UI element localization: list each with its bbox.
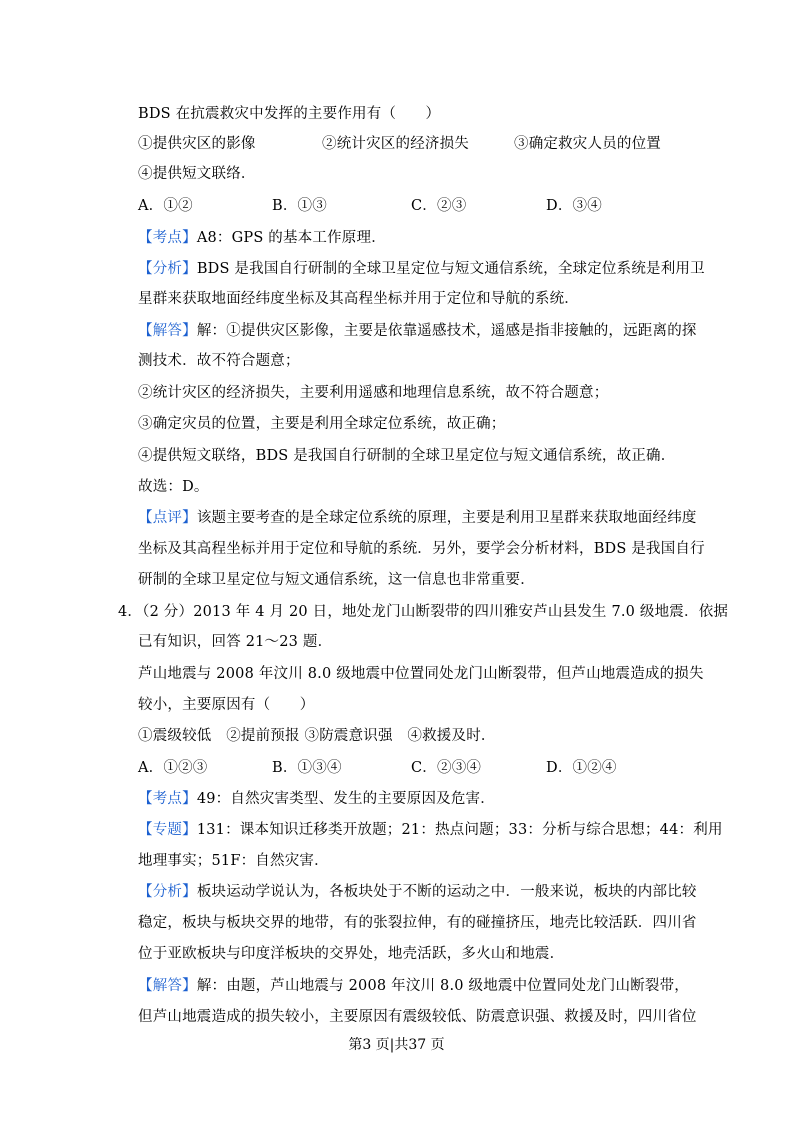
q3-item-1: ①提供灾区的影像	[138, 136, 256, 152]
jieda-text: 解：①提供灾区影像，主要是依靠遥感技术，遥感是指非接触的，远距离的探	[196, 323, 697, 339]
q3-dianping-line-3: 研制的全球卫星定位与短文通信系统，这一信息也非常重要．	[138, 572, 535, 588]
fenxi-tag: 【分析】	[138, 261, 197, 277]
fenxi-text: 板块运动学说认为，各板块处于不断的运动之中．一般来说，板块的内部比较	[196, 884, 697, 900]
fenxi-text: BDS 是我国自行研制的全球卫星定位与短文通信系统，全球定位系统是利用卫	[196, 261, 705, 277]
kaodian-tag: 【考点】	[138, 791, 197, 807]
q4-stem-line-2: 已有知识，回答 21～23 题．	[138, 634, 333, 650]
q4-option-d: D．①②④	[546, 760, 617, 776]
q4-fenxi-line-2: 稳定，板块与板块交界的地带，有的张裂拉伸，有的碰撞挤压，地壳比较活跃．四川省	[138, 915, 697, 931]
q3-options-row	[138, 196, 683, 216]
q3-option-a: A．①②	[138, 198, 193, 214]
zhuanti-text: 131：课本知识迁移类开放题；21：热点问题；33：分析与综合思想；44：利用	[196, 822, 723, 838]
kaodian-text: A8：GPS 的基本工作原理．	[196, 230, 386, 246]
q4-options-row	[138, 758, 683, 778]
kaodian-text: 49：自然灾害类型、发生的主要原因及危害．	[196, 791, 495, 807]
q4-zhuanti-line-1	[138, 820, 723, 840]
q3-dianping-line-1	[138, 508, 697, 528]
q4-kaodian	[138, 789, 683, 809]
q4-fenxi-line-3: 位于亚欧板块与印度洋板块的交界处，地壳活跃，多火山和地震．	[138, 946, 565, 962]
q4-zhuanti-line-2: 地理事实；51F：自然灾害．	[138, 853, 329, 869]
q4-option-b: B．①③④	[272, 760, 342, 776]
q3-items-row	[138, 134, 683, 154]
q3-option-c: C．②③	[411, 198, 467, 214]
q4-jieda-line-1	[138, 976, 690, 996]
q3-jieda-line-3: ②统计灾区的经济损失，主要利用遥感和地理信息系统，故不符合题意；	[138, 385, 609, 401]
q3-kaodian	[138, 228, 683, 248]
q3-jieda-line-6: 故选：D。	[138, 479, 209, 495]
q3-jieda-line-5: ④提供短文联络，BDS 是我国自行研制的全球卫星定位与短文通信系统，故正确．	[138, 448, 676, 464]
jieda-tag: 【解答】	[138, 323, 197, 339]
q3-item-2: ②统计灾区的经济损失	[322, 136, 469, 152]
q4-option-a: A．①②③	[138, 760, 208, 776]
q3-option-d: D．③④	[546, 198, 602, 214]
q3-option-b: B．①③	[272, 198, 327, 214]
jieda-text: 解：由题，芦山地震与 2008 年汶川 8.0 级地震中位置同处龙门山断裂带，	[196, 978, 690, 994]
q3-dianping-line-2: 坐标及其高程坐标并用于定位和导航的系统．另外，要学会分析材料，BDS 是我国自行	[138, 541, 705, 557]
q3-fenxi-line-2: 星群来获取地面经纬度坐标及其高程坐标并用于定位和导航的系统．	[138, 291, 579, 307]
q4-items: ①震级较低 ②提前预报 ③防震意识强 ④救援及时．	[138, 728, 496, 744]
q4-fenxi-line-1	[138, 882, 697, 902]
q3-item-3: ③确定救灾人员的位置	[514, 136, 661, 152]
page-footer: 第3 页|共37 页	[348, 1037, 445, 1053]
zhuanti-tag: 【专题】	[138, 822, 197, 838]
q3-stem: BDS 在抗震救灾中发挥的主要作用有（ ）	[138, 106, 441, 122]
q4-stem-line-3: 芦山地震与 2008 年汶川 8.0 级地震中位置同处龙门山断裂带，但芦山地震造成的损失	[138, 666, 704, 682]
kaodian-tag: 【考点】	[138, 230, 197, 246]
q4-jieda-line-2: 但芦山地震造成的损失较小，主要原因有震级较低、防震意识强、救援及时，四川省位	[138, 1009, 697, 1025]
dianping-tag: 【点评】	[138, 510, 197, 526]
q4-stem-line-1: 4．（2 分）2013 年 4 月 20 日，地处龙门山断裂带的四川雅安芦山县发生 7.0 级地震．依据	[118, 604, 729, 620]
q3-item-4: ④提供短文联络．	[138, 166, 256, 182]
q3-jieda-line-1	[138, 321, 697, 341]
dianping-text: 该题主要考查的是全球定位系统的原理，主要是利用卫星群来获取地面经纬度	[196, 510, 697, 526]
jieda-tag: 【解答】	[138, 978, 197, 994]
q4-option-c: C．②③④	[411, 760, 482, 776]
q3-fenxi-line-1	[138, 259, 705, 279]
q3-jieda-line-2: 测技术．故不符合题意；	[138, 353, 300, 369]
fenxi-tag: 【分析】	[138, 884, 197, 900]
q4-stem-line-4: 较小，主要原因有（ ）	[138, 697, 315, 713]
q3-jieda-line-4: ③确定灾员的位置，主要是利用全球定位系统，故正确；	[138, 416, 506, 432]
